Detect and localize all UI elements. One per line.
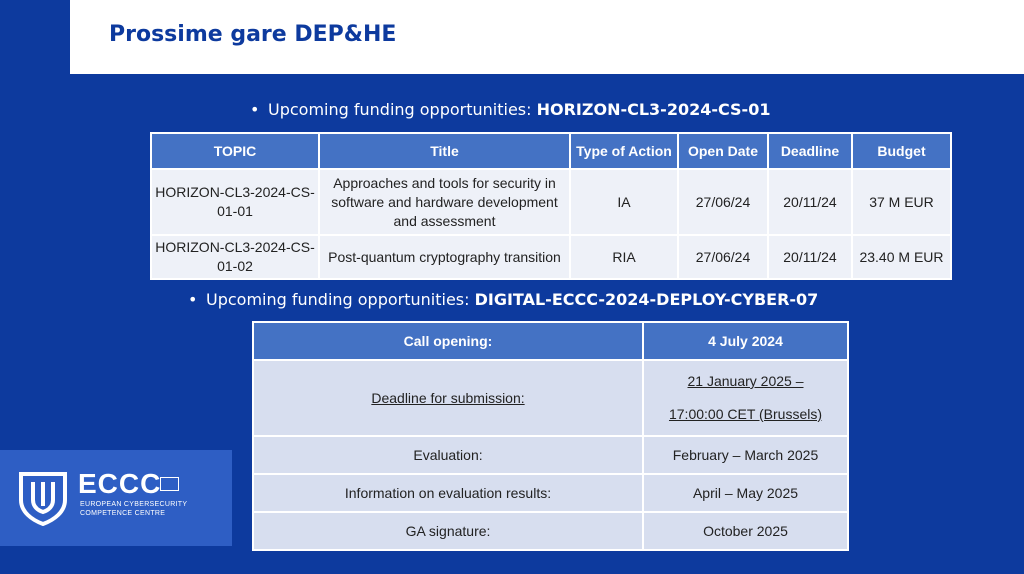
eccc-logo — [0, 450, 232, 546]
cell-budget: 23.40 M EUR — [852, 235, 951, 279]
table-row — [151, 235, 951, 279]
col-header-title: Title — [319, 133, 570, 169]
cell-budget: 37 M EUR — [852, 169, 951, 235]
deadline-time: 17:00:00 CET (Brussels) — [668, 406, 823, 422]
deadline-date: 21 January 2025 – — [687, 373, 804, 389]
table-row — [253, 474, 848, 512]
table-row — [253, 360, 848, 436]
cell-title: Approaches and tools for security in software and hardware development and assessment — [319, 169, 570, 235]
cell-open-date: 27/06/24 — [678, 169, 768, 235]
cell-open-date: 27/06/24 — [678, 235, 768, 279]
eu-flag-icon — [160, 477, 179, 491]
deadline-label-text: Deadline for submission: — [371, 390, 525, 406]
col-header-topic: TOPIC — [151, 133, 319, 169]
col-header-type: Type of Action — [570, 133, 678, 169]
bullet-digital — [188, 290, 818, 309]
cell-evaluation-value: February – March 2025 — [643, 436, 848, 474]
bullet-horizon — [250, 100, 770, 119]
bullet-prefix: Upcoming funding opportunities: — [268, 100, 537, 119]
call-timeline-table — [252, 321, 849, 551]
cell-call-opening-label: Call opening: — [253, 322, 643, 360]
table-header-row — [253, 322, 848, 360]
table-row — [253, 512, 848, 550]
cell-deadline: 20/11/24 — [768, 169, 852, 235]
bullet-dot-icon: • — [188, 290, 198, 309]
col-header-deadline: Deadline — [768, 133, 852, 169]
cell-deadline-label — [253, 360, 643, 436]
logo-name: ECCC — [78, 468, 162, 499]
cell-ga-value: October 2025 — [643, 512, 848, 550]
cell-info-value: April – May 2025 — [643, 474, 848, 512]
table-row — [151, 169, 951, 235]
cell-deadline-value — [643, 360, 848, 436]
table-row — [253, 436, 848, 474]
cell-type: IA — [570, 169, 678, 235]
logo-subtitle-line2: COMPETENCE CENTRE — [80, 510, 166, 517]
cell-deadline: 20/11/24 — [768, 235, 852, 279]
cell-info-label: Information on evaluation results: — [253, 474, 643, 512]
cell-evaluation-label: Evaluation: — [253, 436, 643, 474]
cell-title: Post-quantum cryptography transition — [319, 235, 570, 279]
col-header-budget: Budget — [852, 133, 951, 169]
cell-type: RIA — [570, 235, 678, 279]
cell-ga-label: GA signature: — [253, 512, 643, 550]
bullet-dot-icon: • — [250, 100, 260, 119]
bullet-code: DIGITAL-ECCC-2024-DEPLOY-CYBER-07 — [474, 290, 819, 309]
slide-title: Prossime gare DEP&HE — [109, 22, 397, 47]
shield-icon — [18, 470, 68, 526]
horizon-topics-table — [150, 132, 952, 280]
cell-call-opening-value: 4 July 2024 — [643, 322, 848, 360]
logo-subtitle-line1: EUROPEAN CYBERSECURITY — [80, 501, 188, 508]
bullet-prefix: Upcoming funding opportunities: — [206, 290, 475, 309]
bullet-code: HORIZON-CL3-2024-CS-01 — [536, 100, 771, 119]
cell-topic: HORIZON-CL3-2024-CS-01-01 — [151, 169, 319, 235]
table-header-row — [151, 133, 951, 169]
col-header-open-date: Open Date — [678, 133, 768, 169]
cell-topic: HORIZON-CL3-2024-CS-01-02 — [151, 235, 319, 279]
